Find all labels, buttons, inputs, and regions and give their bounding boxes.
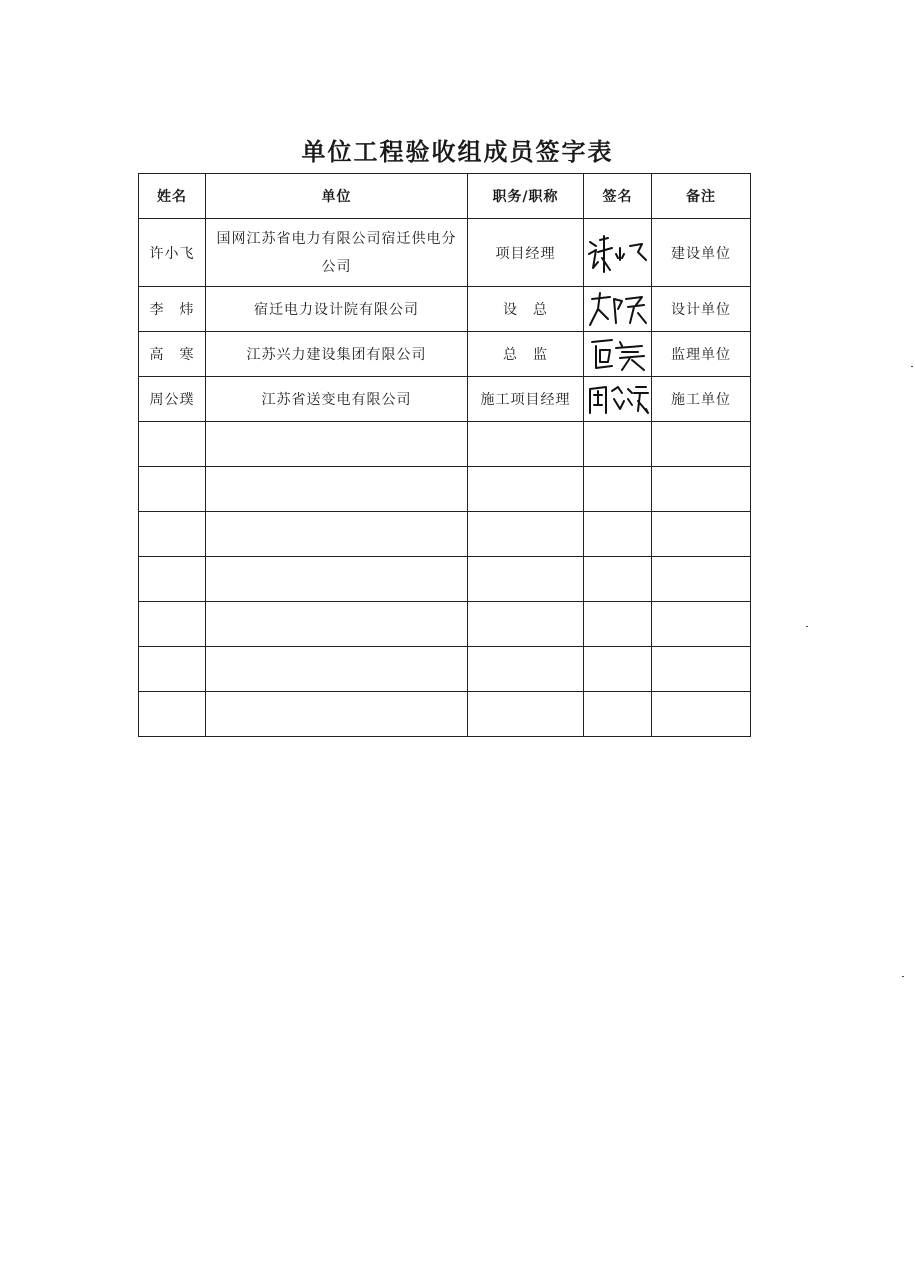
empty-cell: [584, 557, 652, 602]
table-row: [139, 332, 751, 377]
empty-cell: [584, 422, 652, 467]
empty-cell: [206, 557, 468, 602]
empty-cell: [584, 602, 652, 647]
table-row: [139, 219, 751, 287]
signature-mark: [586, 334, 650, 374]
member-position: 施工项目经理: [468, 377, 584, 422]
header-unit: 单位: [206, 174, 468, 219]
member-unit: 江苏省送变电有限公司: [206, 377, 468, 422]
empty-cell: [139, 647, 206, 692]
signature-mark: [586, 228, 650, 278]
header-name: 姓名: [139, 174, 206, 219]
scan-speck: [902, 976, 904, 977]
table-row-empty: [139, 512, 751, 557]
empty-cell: [139, 602, 206, 647]
member-name: 周公璞: [139, 377, 206, 422]
empty-cell: [139, 512, 206, 557]
empty-cell: [652, 512, 751, 557]
member-position: 总 监: [468, 332, 584, 377]
empty-cell: [468, 512, 584, 557]
scan-speck: [806, 626, 808, 627]
empty-cell: [206, 512, 468, 557]
empty-cell: [584, 692, 652, 737]
table-row-empty: [139, 602, 751, 647]
document-title: 单位工程验收组成员签字表: [301, 137, 614, 166]
empty-cell: [468, 602, 584, 647]
empty-cell: [468, 467, 584, 512]
empty-cell: [652, 647, 751, 692]
empty-cell: [652, 602, 751, 647]
table-row-empty: [139, 692, 751, 737]
table-row-empty: [139, 647, 751, 692]
signature-table: [138, 173, 751, 737]
empty-cell: [206, 602, 468, 647]
empty-cell: [584, 647, 652, 692]
empty-cell: [468, 557, 584, 602]
empty-cell: [468, 647, 584, 692]
member-remark: 施工单位: [652, 377, 751, 422]
empty-cell: [139, 467, 206, 512]
empty-cell: [468, 422, 584, 467]
member-position: 设 总: [468, 287, 584, 332]
empty-cell: [206, 422, 468, 467]
empty-cell: [206, 692, 468, 737]
empty-cell: [206, 467, 468, 512]
table-row-empty: [139, 422, 751, 467]
member-remark: 建设单位: [652, 219, 751, 287]
empty-cell: [652, 422, 751, 467]
scan-speck: [911, 366, 913, 367]
empty-cell: [139, 422, 206, 467]
member-remark: 设计单位: [652, 287, 751, 332]
table-row: [139, 377, 751, 422]
member-name: 许小飞: [139, 219, 206, 287]
empty-cell: [206, 647, 468, 692]
empty-cell: [584, 467, 652, 512]
signature-mark: [586, 289, 650, 329]
header-remark: 备注: [652, 174, 751, 219]
handwritten-signature: [584, 219, 652, 287]
empty-cell: [652, 557, 751, 602]
member-position: 项目经理: [468, 219, 584, 287]
header-position: 职务/职称: [468, 174, 584, 219]
header-signature: 签名: [584, 174, 652, 219]
table-row-empty: [139, 557, 751, 602]
member-name: 高 寒: [139, 332, 206, 377]
table-header-row: [139, 174, 751, 219]
empty-cell: [584, 512, 652, 557]
empty-cell: [652, 692, 751, 737]
table-row: [139, 287, 751, 332]
empty-cell: [139, 692, 206, 737]
member-unit: 宿迁电力设计院有限公司: [206, 287, 468, 332]
handwritten-signature: [584, 377, 652, 422]
table-row-empty: [139, 467, 751, 512]
empty-cell: [139, 557, 206, 602]
member-name: 李 炜: [139, 287, 206, 332]
member-remark: 监理单位: [652, 332, 751, 377]
empty-cell: [468, 692, 584, 737]
handwritten-signature: [584, 332, 652, 377]
member-unit: 江苏兴力建设集团有限公司: [206, 332, 468, 377]
member-unit: 国网江苏省电力有限公司宿迁供电分公司: [206, 219, 468, 287]
signature-mark: [586, 379, 650, 419]
handwritten-signature: [584, 287, 652, 332]
empty-cell: [652, 467, 751, 512]
